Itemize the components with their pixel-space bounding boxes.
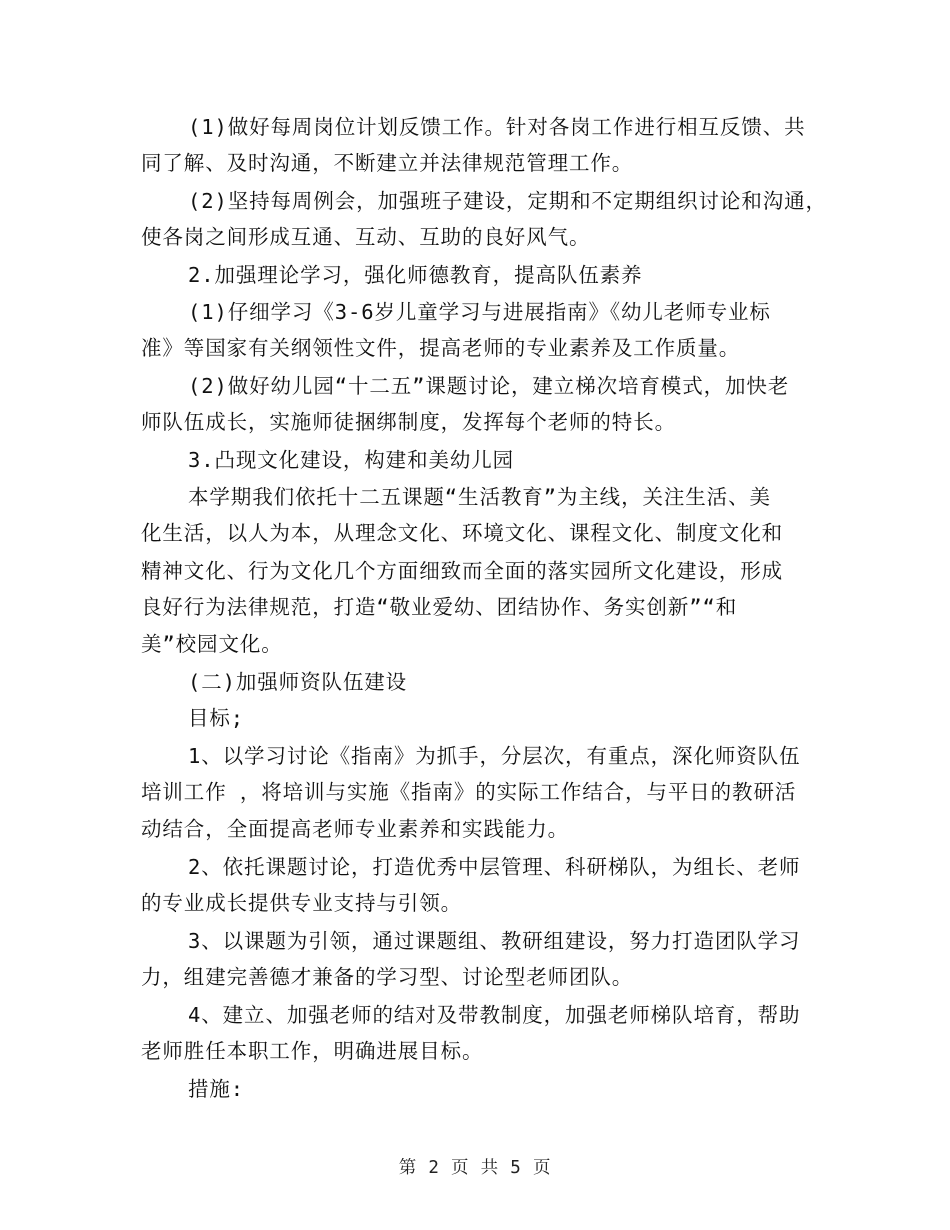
- paragraph-line: 4、建立、加强老师的结对及带教制度，加强老师梯队培育，帮助: [188, 1003, 801, 1027]
- paragraph-line: 美”校园文化。: [141, 632, 283, 656]
- paragraph-line: 培训工作 ，将培训与实施《指南》的实际工作结合，与平日的教研活: [141, 780, 797, 804]
- subheading: 措施:: [188, 1077, 245, 1101]
- paragraph-line: 师队伍成长，实施师徒捆绑制度，发挥每个老师的特长。: [141, 410, 676, 434]
- paragraph-line: 本学期我们依托十二五课题“生活教育”为主线，关注生活、美: [188, 485, 771, 509]
- paragraph-line: (2)坚持每周例会，加强班子建设，定期和不定期组织讨论和沟通，: [188, 189, 827, 213]
- paragraph-line: 动结合，全面提高老师专业素养和实践能力。: [141, 817, 569, 841]
- paragraph-line: 同了解、及时沟通，不断建立并法律规范管理工作。: [141, 151, 634, 175]
- paragraph-line: (2)做好幼儿园“十二五”课题讨论，建立梯次培育模式，加快老: [188, 374, 790, 398]
- section-heading: 3.凸现文化建设，构建和美幼儿园: [188, 448, 515, 472]
- paragraph-line: 精神文化、行为文化几个方面细致而全面的落实园所文化建设，形成: [141, 559, 783, 583]
- paragraph-line: 使各岗之间形成互通、互动、互助的良好风气。: [141, 225, 591, 249]
- page-number-footer: 第 2 页 共 5 页: [398, 1158, 552, 1178]
- paragraph-line: 化生活，以人为本，从理念文化、环境文化、课程文化、制度文化和: [141, 521, 783, 545]
- paragraph-line: 的专业成长提供专业支持与引领。: [141, 891, 462, 915]
- paragraph-line: 3、以课题为引领，通过课题组、教研组建设，努力打造团队学习: [188, 929, 801, 953]
- section-heading: 2.加强理论学习，强化师德教育，提高队伍素养: [188, 263, 643, 287]
- paragraph-line: 老师胜任本职工作，明确进展目标。: [141, 1039, 484, 1063]
- paragraph-line: 力，组建完善德才兼备的学习型、讨论型老师团队。: [141, 965, 634, 989]
- paragraph-line: 2、依托课题讨论，打造优秀中层管理、科研梯队，为组长、老师: [188, 855, 801, 879]
- paragraph-line: (1)做好每周岗位计划反馈工作。针对各岗工作进行相互反馈、共: [188, 115, 806, 139]
- paragraph-line: (1)仔细学习《3-6岁儿童学习与进展指南》《幼儿老师专业标: [188, 300, 771, 324]
- paragraph-line: 1、以学习讨论《指南》为抓手，分层次，有重点，深化师资队伍: [188, 744, 801, 768]
- subheading: 目标;: [188, 706, 245, 730]
- paragraph-line: 良好行为法律规范，打造“敬业爱幼、团结协作、务实创新”“和: [141, 595, 738, 619]
- paragraph-line: 准》等国家有关纲领性文件，提高老师的专业素养及工作质量。: [141, 336, 741, 360]
- section-heading: (二)加强师资队伍建设: [188, 670, 408, 694]
